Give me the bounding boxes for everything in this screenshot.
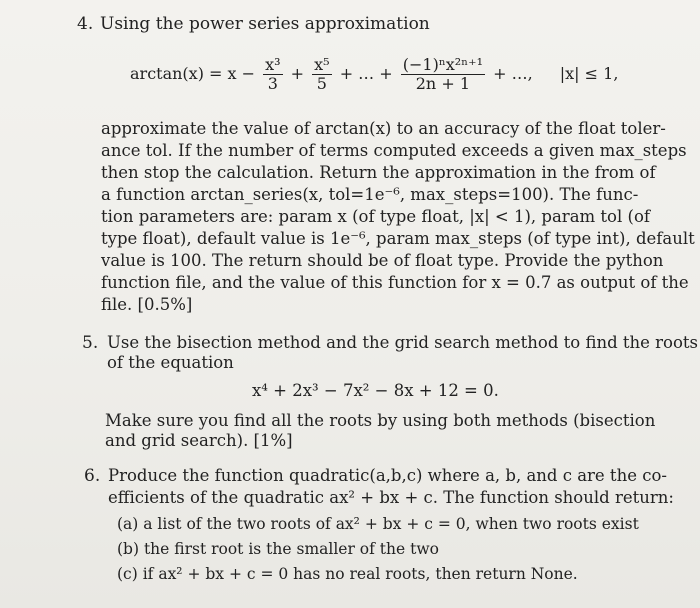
q4-line-5: tion parameters are: param x (of type float, |x| < 1), param tol (of — [101, 207, 650, 226]
q4-line-2: ance tol. If the number of terms computed exceeds a given max_steps — [101, 141, 687, 160]
q4-line-6: type float), default value is 1e⁻⁶, param max_steps (of type int), default — [101, 229, 695, 248]
formula-lhs: arctan(x) = x − — [130, 64, 256, 83]
series-tail: + …, — [493, 64, 533, 83]
q6-line-1: Produce the function quadratic(a,b,c) where a, b, and c are the co- — [108, 466, 667, 485]
q5-line-1: Use the bisection method and the grid search method to find the roots — [107, 333, 699, 352]
general-term-denominator: 2n + 1 — [415, 74, 470, 93]
term2-denominator: 5 — [316, 74, 327, 93]
q5-equation: x⁴ + 2x³ − 7x² − 8x + 12 = 0. — [252, 381, 499, 400]
q4-number: 4. — [77, 14, 94, 34]
q6-number: 6. — [84, 466, 101, 486]
q4-line-8: function file, and the value of this function for x = 0.7 as output of the — [101, 273, 689, 292]
q4-line-7: value is 100. The return should be of float type. Provide the python — [101, 251, 664, 270]
term2-numerator: x⁵ — [314, 55, 330, 74]
q4-line-4: a function arctan_series(x, tol=1e⁻⁶, max_steps=100). The func- — [101, 185, 639, 204]
general-term-numerator: (−1)ⁿx²ⁿ⁺¹ — [402, 55, 483, 74]
plus-sign: + — [290, 64, 305, 83]
term-x3-over-3 — [263, 56, 282, 93]
term-x5-over-5 — [312, 56, 331, 93]
domain-condition: |x| ≤ 1, — [559, 64, 619, 83]
q4-line-1: approximate the value of arctan(x) to an accuracy of the float toler- — [101, 119, 666, 138]
q4-heading: Using the power series approximation — [100, 14, 430, 34]
q5-after-2: and grid search). [1%] — [105, 431, 293, 450]
term1-numerator: x³ — [265, 55, 281, 74]
q6-line-2: efficients of the quadratic ax² + bx + c. The function should return: — [108, 488, 674, 507]
q4-line-9: file. [0.5%] — [101, 295, 193, 314]
ellipsis-plus: + … + — [339, 64, 393, 83]
q6-item-b: (b) the first root is the smaller of the two — [117, 540, 439, 558]
q5-after-1: Make sure you find all the roots by using both methods (bisection — [105, 411, 656, 430]
term1-denominator: 3 — [267, 74, 278, 93]
q6-item-c: (c) if ax² + bx + c = 0 has no real roots, then return None. — [117, 565, 578, 583]
q4-line-3: then stop the calculation. Return the approximation in the from of — [101, 163, 656, 182]
arctan-series-formula — [130, 56, 618, 93]
general-term — [401, 56, 485, 93]
q5-line-2: of the equation — [107, 353, 234, 372]
q5-number: 5. — [82, 333, 99, 353]
q6-item-a: (a) a list of the two roots of ax² + bx + c = 0, when two roots exist — [117, 515, 639, 533]
